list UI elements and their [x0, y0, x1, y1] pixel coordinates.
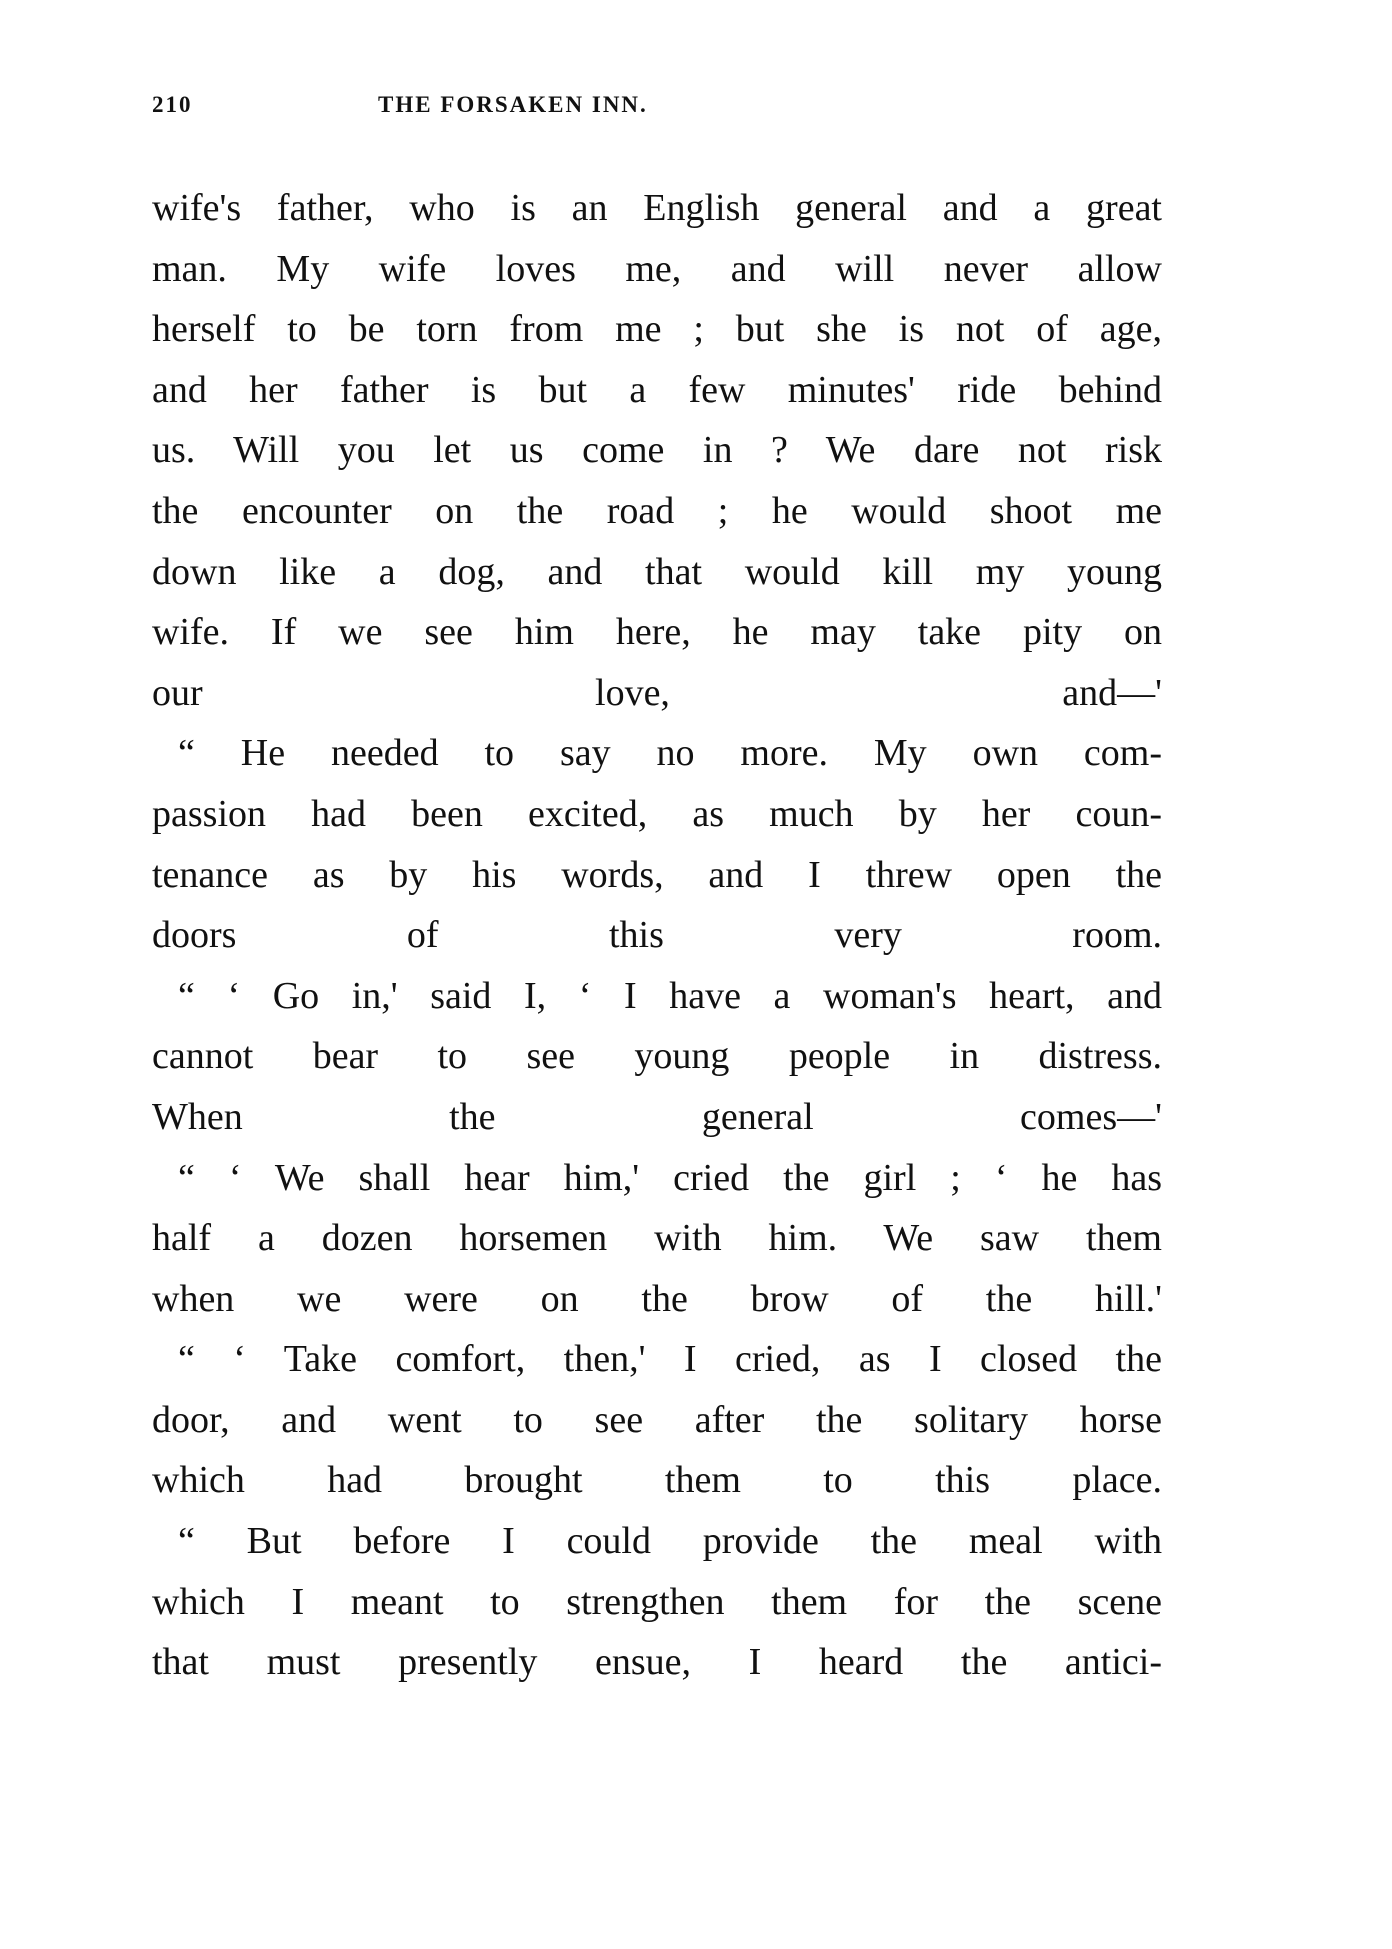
- text-line-content: which I meant to strengthen them for the scene: [152, 1580, 1162, 1623]
- text-line: [152, 1450, 1162, 1511]
- text-line: [152, 542, 1162, 603]
- running-header: [152, 92, 1160, 132]
- text-line-content: cannot bear to see young people in distress.: [152, 1035, 1162, 1078]
- text-line-content: which had brought them to this place.: [152, 1459, 1162, 1502]
- text-line-content: door, and went to see after the solitary horse: [152, 1398, 1162, 1441]
- text-line: [152, 1208, 1162, 1269]
- text-line-content: the encounter on the road ; he would shoot me: [152, 489, 1162, 532]
- text-line-content: When the general comes—': [152, 1095, 1162, 1138]
- text-line: [152, 1269, 1162, 1330]
- text-line-content: passion had been excited, as much by her coun-: [152, 792, 1162, 835]
- text-line: [152, 663, 1162, 724]
- text-line-content: doors of this very room.: [152, 914, 1162, 957]
- text-line: [152, 784, 1162, 845]
- text-line: [152, 1632, 1162, 1693]
- text-line: [152, 1026, 1162, 1087]
- text-line: [152, 1087, 1162, 1148]
- text-line-content: our love, and—': [152, 671, 1162, 714]
- text-line-content: us. Will you let us come in ? We dare not risk: [152, 429, 1162, 472]
- text-line-content: “ ‘ Go in,' said I, ‘ I have a woman's heart, and: [178, 974, 1162, 1017]
- text-line-content: wife's father, who is an English general and a great: [152, 187, 1162, 229]
- text-line-content: herself to be torn from me ; but she is not of age,: [152, 308, 1162, 351]
- text-line: [152, 1390, 1162, 1451]
- text-line: [152, 299, 1162, 360]
- text-line-content: “ ‘ We shall hear him,' cried the girl ; ‘ he has: [178, 1156, 1162, 1199]
- text-line: [152, 905, 1162, 966]
- page-body-text: [152, 178, 1162, 1693]
- text-line-content: “ But before I could provide the meal with: [178, 1520, 1162, 1563]
- text-line-content: tenance as by his words, and I threw open the: [152, 853, 1162, 896]
- text-line: [152, 1511, 1162, 1572]
- text-line-content: when we were on the brow of the hill.': [152, 1277, 1162, 1320]
- text-line: [152, 239, 1162, 300]
- text-line: [152, 602, 1162, 663]
- text-line: [152, 845, 1162, 906]
- text-line: [152, 1148, 1162, 1209]
- text-line-content: “ ‘ Take comfort, then,' I cried, as I closed the: [178, 1338, 1162, 1381]
- text-line-content: “ He needed to say no more. My own com-: [178, 732, 1162, 775]
- text-line: [152, 966, 1162, 1027]
- text-line-content: half a dozen horsemen with him. We saw them: [152, 1217, 1162, 1260]
- text-line: [152, 178, 1162, 239]
- text-line: [152, 420, 1162, 481]
- text-line-content: wife. If we see him here, he may take pity on: [152, 611, 1162, 654]
- text-line-content: that must presently ensue, I heard the antici-: [152, 1641, 1162, 1684]
- text-line: [152, 481, 1162, 542]
- text-line-content: man. My wife loves me, and will never allow: [152, 247, 1162, 290]
- text-line: [152, 1329, 1162, 1390]
- running-title: THE FORSAKEN INN.: [378, 92, 648, 117]
- text-line-content: and her father is but a few minutes' ride behind: [152, 368, 1162, 411]
- text-line-content: down like a dog, and that would kill my young: [152, 550, 1162, 593]
- page-number: 210: [152, 92, 193, 117]
- text-line: [152, 360, 1162, 421]
- text-line: [152, 1572, 1162, 1633]
- text-line: [152, 723, 1162, 784]
